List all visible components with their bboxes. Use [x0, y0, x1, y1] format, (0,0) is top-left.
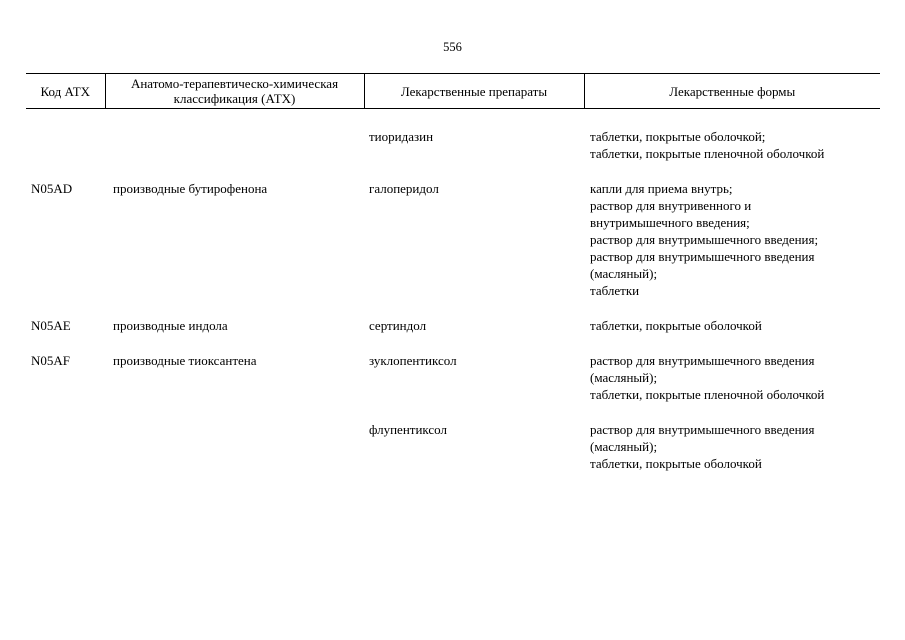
- page-number: 556: [443, 40, 462, 54]
- dosage-form-line: таблетки, покрытые оболочкой;: [590, 129, 766, 144]
- dosage-form-line: раствор для внутримышечного введения: [590, 422, 815, 437]
- dosage-forms-cell: [584, 352, 880, 421]
- drug-name-cell: галоперидол: [369, 181, 439, 196]
- table-row: [26, 109, 880, 181]
- dosage-form-line: (масляный);: [590, 370, 658, 385]
- atc-classification-cell: производные тиоксантена: [113, 353, 257, 368]
- header-dosage-forms: Лекарственные формы: [584, 74, 880, 109]
- atc-classification-cell: производные индола: [113, 318, 228, 333]
- drug-name-cell: флупентиксол: [369, 422, 447, 437]
- dosage-form-line: раствор для внутримышечного введения: [590, 353, 815, 368]
- dosage-form-line: (масляный);: [590, 439, 658, 454]
- table-row: [26, 180, 880, 317]
- table-body: [26, 109, 880, 491]
- drug-name-cell: зуклопентиксол: [369, 353, 457, 368]
- table-row: [26, 317, 880, 352]
- dosage-forms-cell: [584, 109, 880, 181]
- drug-name-cell: тиоридазин: [369, 129, 434, 144]
- dosage-form-line: таблетки, покрытые пленочной оболочкой: [590, 387, 825, 402]
- dosage-form-line: раствор для внутримышечного введения: [590, 249, 815, 264]
- header-atc-classification: Анатомо-терапевтическо-химическая классификация (АТХ): [105, 74, 364, 109]
- header-drugs: Лекарственные препараты: [364, 74, 584, 109]
- atc-classification-cell: производные бутирофенона: [113, 181, 268, 196]
- dosage-form-line: раствор для внутривенного и: [590, 198, 752, 213]
- dosage-forms-cell: [584, 317, 880, 352]
- dosage-form-line: капли для приема внутрь;: [590, 181, 733, 196]
- dosage-form-line: (масляный);: [590, 266, 658, 281]
- atc-classification-cell: [105, 109, 364, 181]
- atc-code-cell: N05AF: [31, 353, 71, 368]
- table-header-row: [26, 74, 880, 109]
- dosage-form-line: таблетки, покрытые оболочкой: [590, 456, 762, 471]
- dosage-form-line: раствор для внутримышечного введения;: [590, 232, 819, 247]
- dosage-form-line: внутримышечного введения;: [590, 215, 750, 230]
- dosage-form-line: таблетки, покрытые оболочкой: [590, 318, 762, 333]
- atc-table: [26, 73, 880, 490]
- atc-code-cell: N05AE: [31, 318, 71, 333]
- dosage-form-line: таблетки: [590, 283, 640, 298]
- dosage-forms-cell: [584, 180, 880, 317]
- atc-code-cell: [26, 109, 105, 181]
- header-atc-code: Код АТХ: [26, 74, 105, 109]
- drug-name-cell: сертиндол: [369, 318, 427, 333]
- dosage-form-line: таблетки, покрытые пленочной оболочкой: [590, 146, 825, 161]
- atc-classification-cell: [105, 421, 364, 490]
- table-row: [26, 352, 880, 421]
- atc-code-cell: [26, 421, 105, 490]
- table-row: [26, 421, 880, 490]
- dosage-forms-cell: [584, 421, 880, 490]
- atc-code-cell: N05AD: [31, 181, 73, 196]
